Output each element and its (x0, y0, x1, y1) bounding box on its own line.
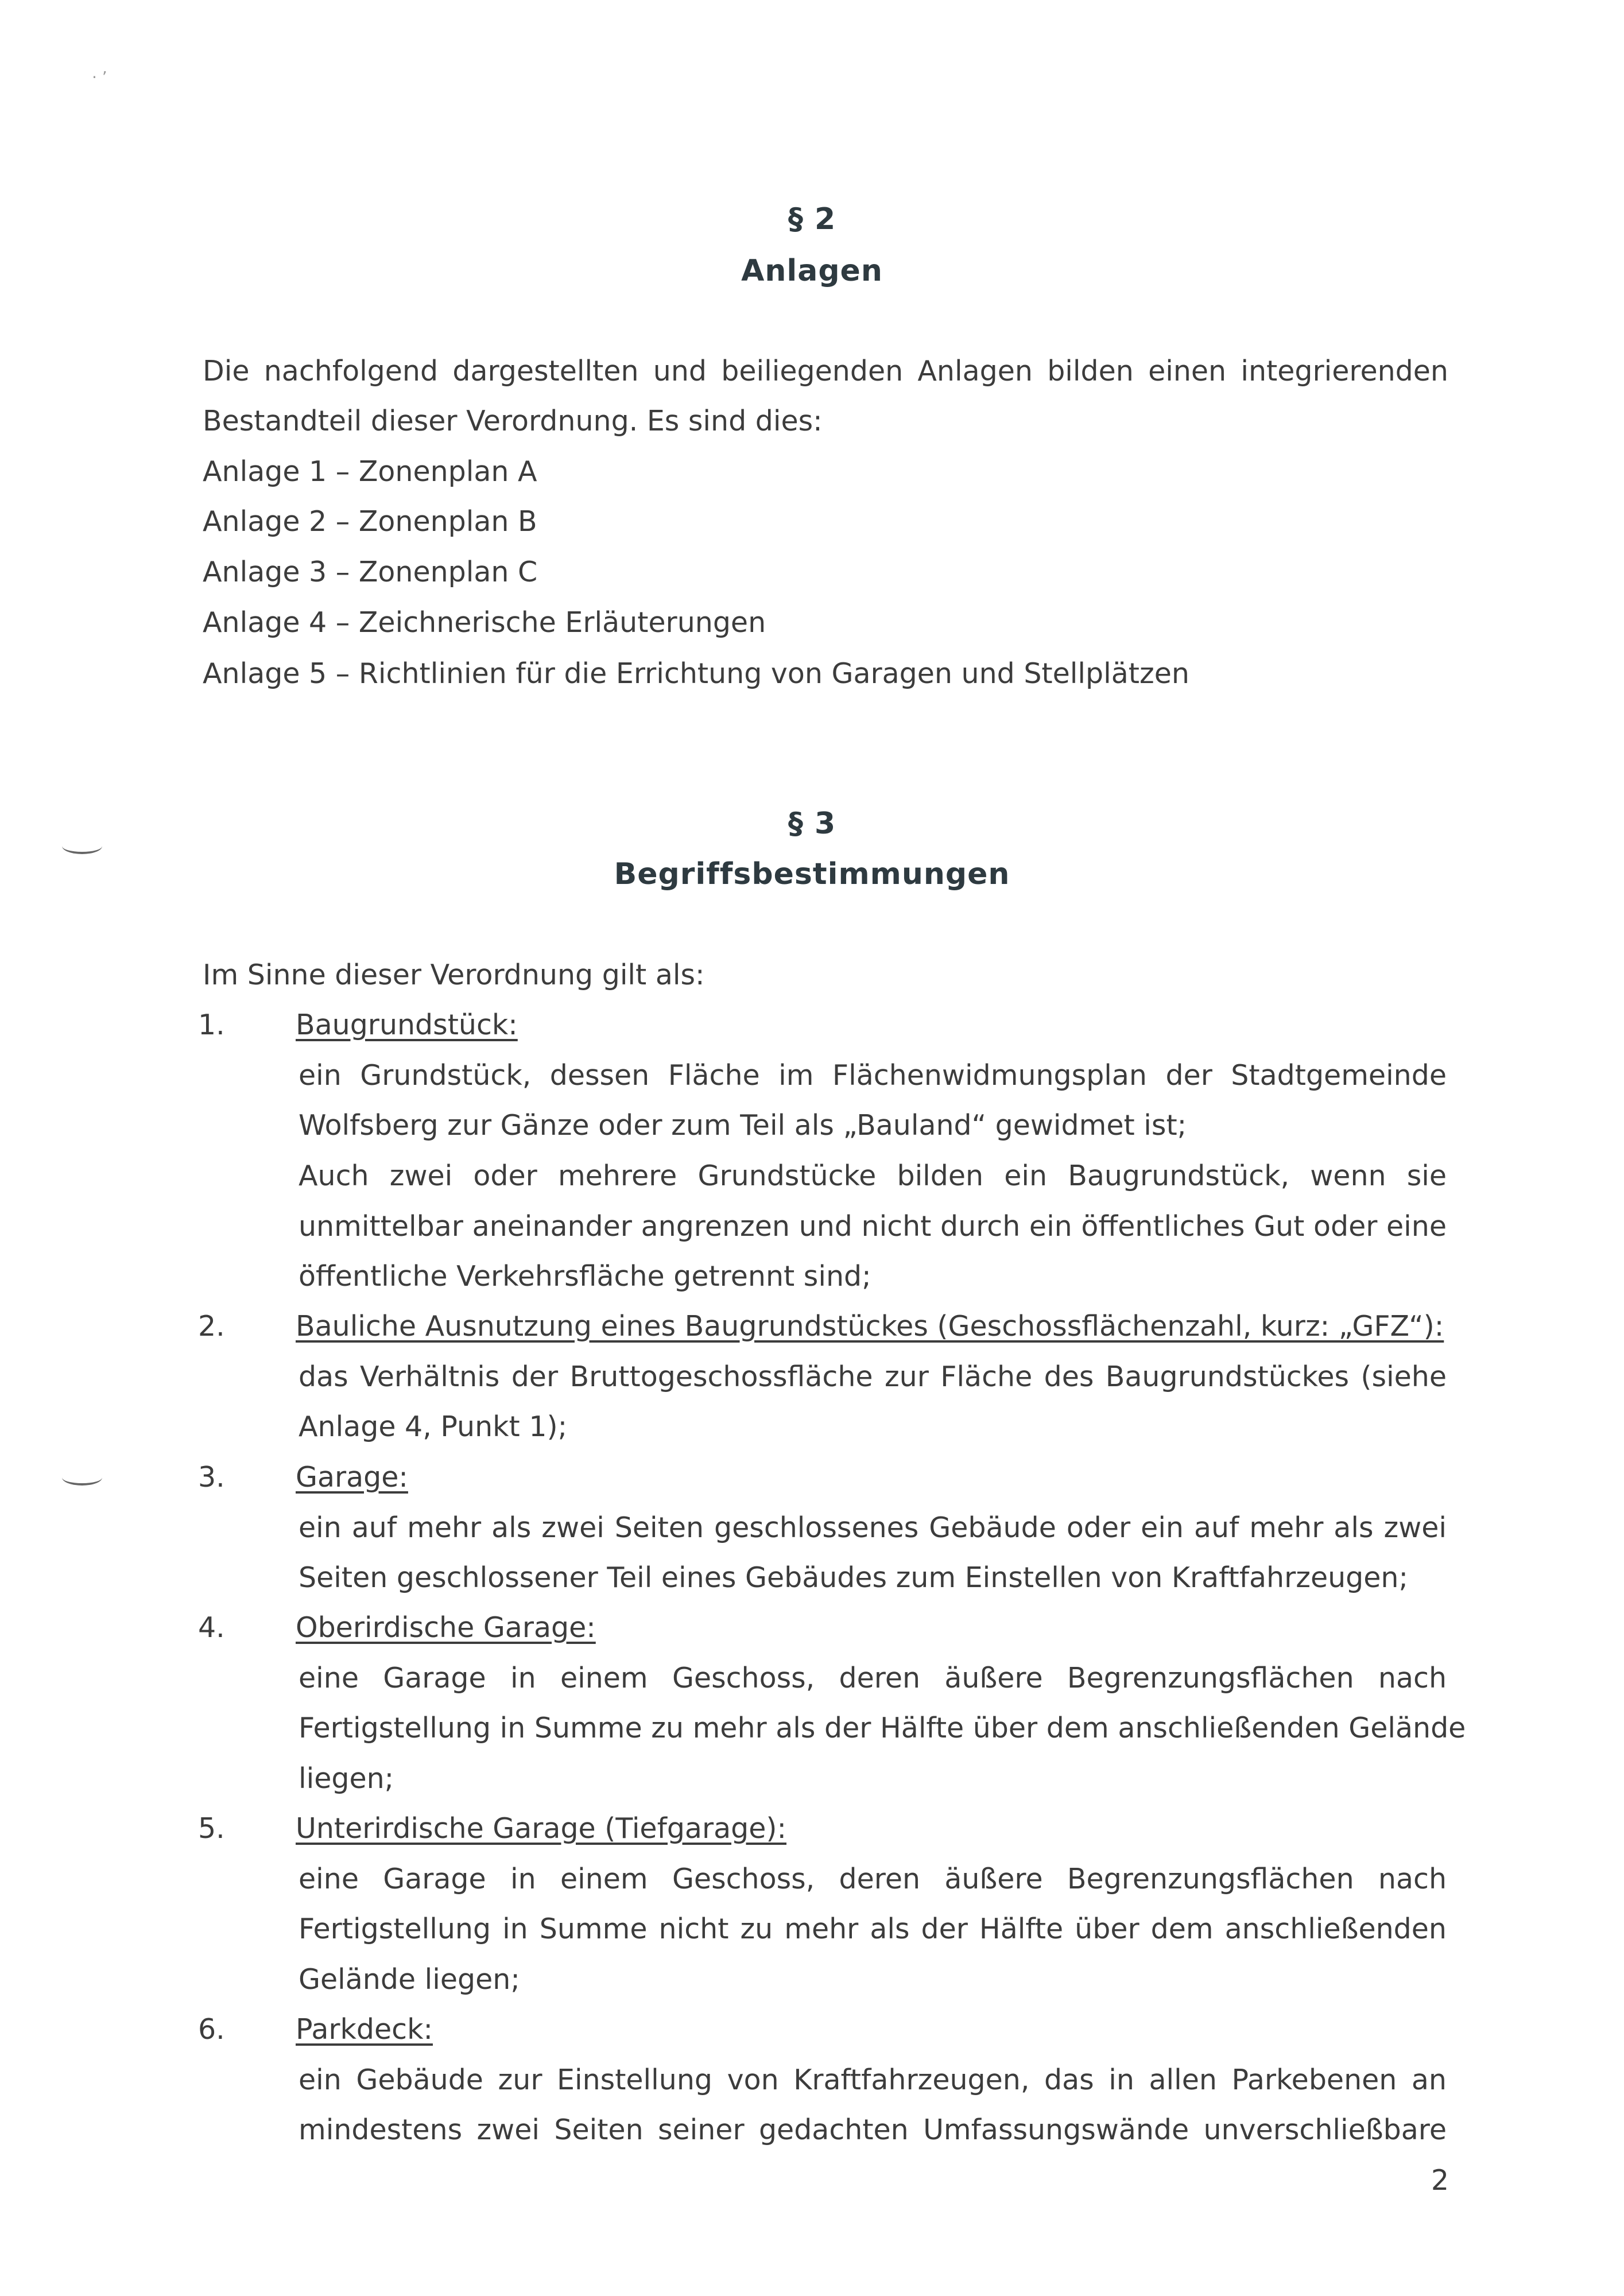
item-2-number: 2. (198, 1310, 225, 1343)
item-3-term: Garage: (296, 1461, 408, 1494)
item-5-line-3: Gelände liegen; (299, 1963, 520, 1996)
section-3-title: Begriffsbestimmungen (614, 857, 1010, 891)
item-6-number: 6. (198, 2013, 225, 2046)
item-6-line-1: ein Gebäude zur Einstellung von Kraftfahrzeugen, das in allen Parkebenen an (299, 2064, 1447, 2096)
item-2-term: Bauliche Ausnutzung eines Baugrundstückes (Geschossflächenzahl, kurz: „GFZ“): (296, 1310, 1444, 1343)
item-1-term: Baugrundstück: (296, 1009, 518, 1041)
item-1-line-5: öffentliche Verkehrsfläche getrennt sind; (299, 1260, 871, 1293)
item-2-line-1: das Verhältnis der Bruttogeschossfläche zur Fläche des Baugrundstückes (siehe (299, 1360, 1447, 1393)
item-5-line-1: eine Garage in einem Geschoss, deren äußere Begrenzungsflächen nach (299, 1863, 1447, 1895)
item-4-line-2: Fertigstellung in Summe zu mehr als der Hälfte über dem anschließenden Gelände (299, 1712, 1466, 1744)
item-1-line-3: Auch zwei oder mehrere Grundstücke bilden ein Baugrundstück, wenn sie (299, 1159, 1447, 1192)
item-4-line-3: liegen; (299, 1762, 394, 1795)
page-number: 2 (1431, 2164, 1449, 2197)
item-2-line-2: Anlage 4, Punkt 1); (299, 1410, 568, 1443)
section-2-number: § 2 (788, 202, 836, 236)
annex-2: Anlage 2 – Zonenplan B (203, 505, 537, 538)
section-3-number: § 3 (788, 806, 836, 841)
item-6-term: Parkdeck: (296, 2013, 433, 2046)
section-2-intro-line-2: Bestandteil dieser Verordnung. Es sind dies: (203, 405, 823, 437)
item-6-line-2: mindestens zwei Seiten seiner gedachten Umfassungswände unverschließbare (299, 2113, 1447, 2146)
annex-3: Anlage 3 – Zonenplan C (203, 556, 538, 588)
item-4-number: 4. (198, 1611, 225, 1644)
item-5-line-2: Fertigstellung in Summe nicht zu mehr als der Hälfte über dem anschließenden (299, 1913, 1447, 1945)
item-1-number: 1. (198, 1009, 225, 1041)
punch-hole-mark (62, 1469, 102, 1486)
item-1-line-2: Wolfsberg zur Gänze oder zum Teil als „Bauland“ gewidmet ist; (299, 1109, 1187, 1142)
item-3-line-2: Seiten geschlossener Teil eines Gebäudes zum Einstellen von Kraftfahrzeugen; (299, 1561, 1408, 1594)
item-1-line-1: ein Grundstück, dessen Fläche im Flächenwidmungsplan der Stadtgemeinde (299, 1059, 1447, 1092)
annex-4: Anlage 4 – Zeichnerische Erläuterungen (203, 606, 766, 639)
section-2-title: Anlagen (741, 254, 883, 288)
section-2-intro-line-1: Die nachfolgend dargestellten und beiliegenden Anlagen bilden einen integrierenden (203, 355, 1448, 387)
annex-1: Anlage 1 – Zonenplan A (203, 455, 537, 488)
annex-5: Anlage 5 – Richtlinien für die Errichtung von Garagen und Stellplätzen (203, 657, 1189, 690)
scan-artifact: · ’ (92, 68, 107, 87)
section-3-intro: Im Sinne dieser Verordnung gilt als: (203, 959, 705, 991)
item-1-line-4: unmittelbar aneinander angrenzen und nicht durch ein öffentliches Gut oder eine (299, 1210, 1447, 1243)
item-5-number: 5. (198, 1812, 225, 1845)
item-4-line-1: eine Garage in einem Geschoss, deren äußere Begrenzungsflächen nach (299, 1662, 1447, 1694)
item-5-term: Unterirdische Garage (Tiefgarage): (296, 1812, 787, 1845)
item-3-line-1: ein auf mehr als zwei Seiten geschlossenes Gebäude oder ein auf mehr als zwei (299, 1511, 1447, 1544)
item-4-term: Oberirdische Garage: (296, 1611, 596, 1644)
item-3-number: 3. (198, 1461, 225, 1494)
